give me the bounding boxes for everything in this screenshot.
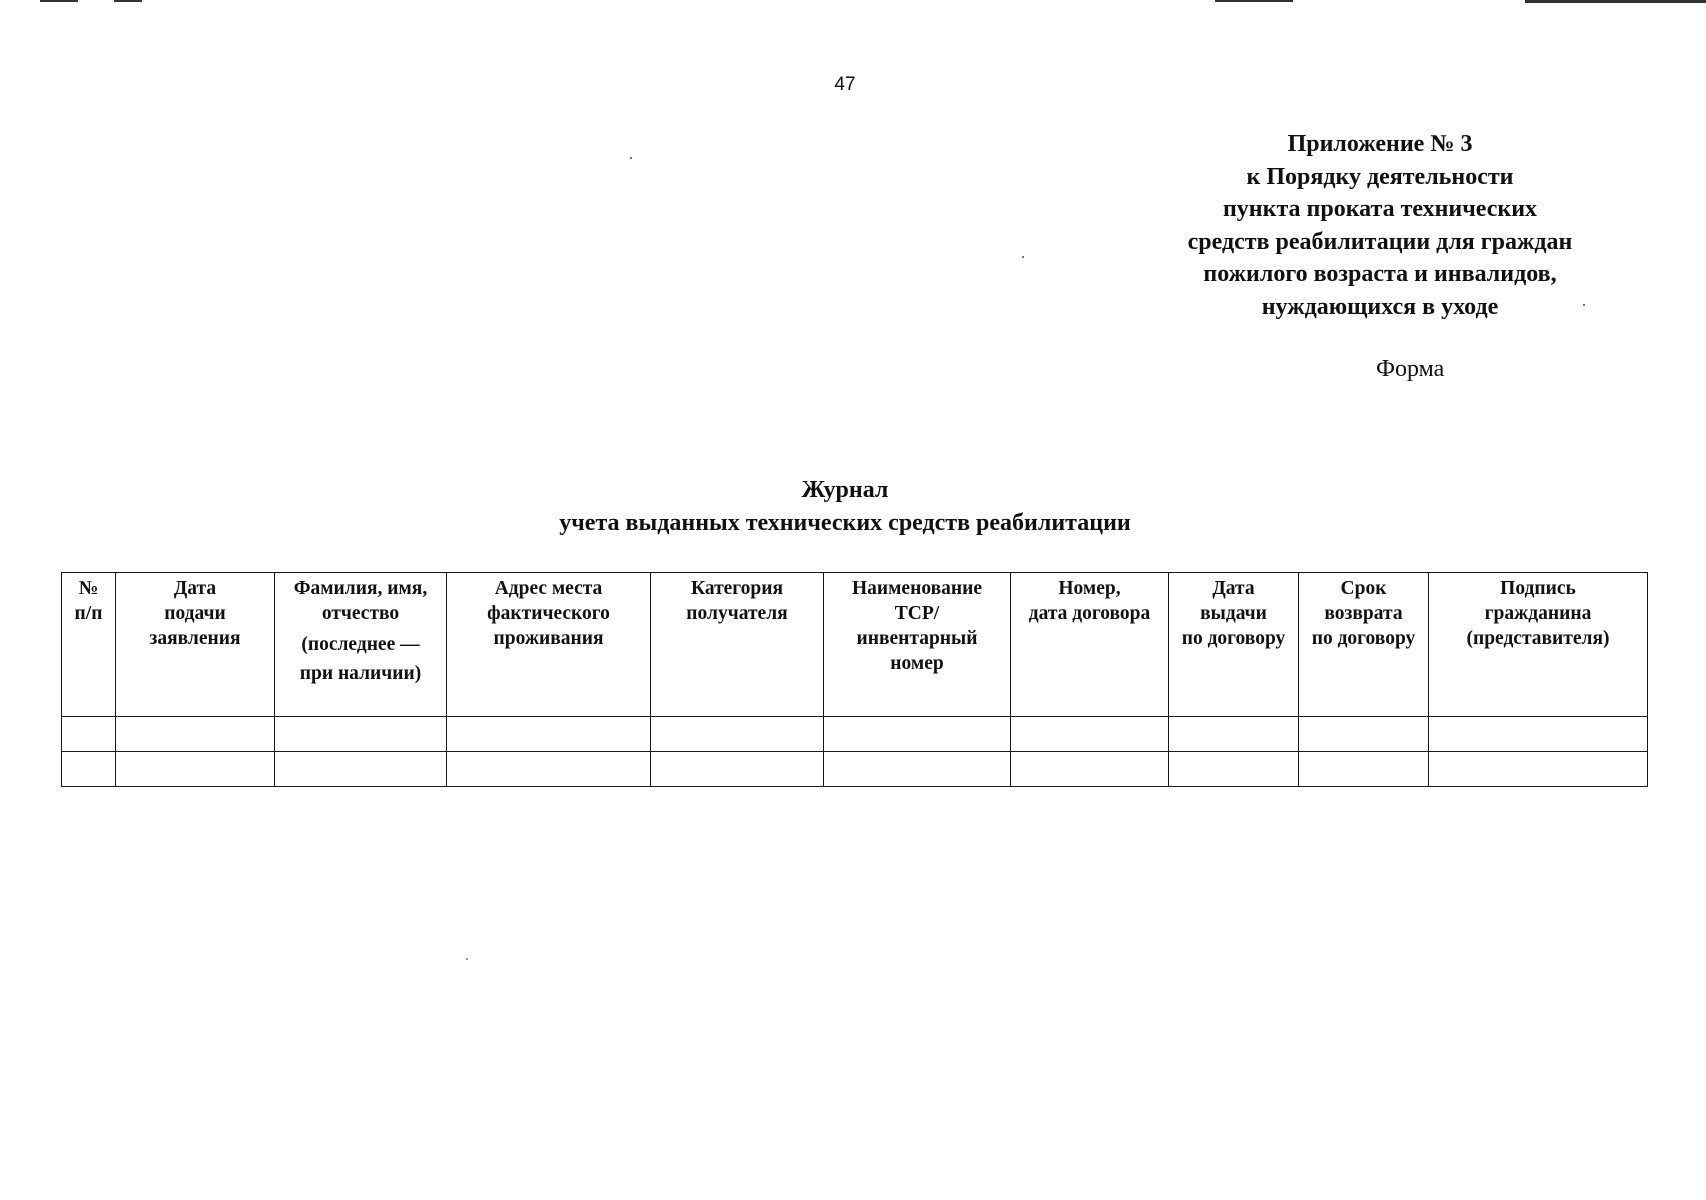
scan-speck <box>1022 256 1024 258</box>
table-cell <box>1011 752 1169 787</box>
page-number: 47 <box>834 74 856 95</box>
table-cell <box>275 752 447 787</box>
table-cell <box>824 752 1011 787</box>
scan-speck <box>466 958 468 960</box>
scan-mark <box>114 0 142 2</box>
table-cell <box>62 717 116 752</box>
column-header-contract-number: Номер, дата договора <box>1011 573 1169 717</box>
table-cell <box>62 752 116 787</box>
journal-title <box>0 474 1690 540</box>
table-cell <box>1169 752 1299 787</box>
table-cell <box>1429 752 1648 787</box>
appendix-line: к Порядку деятельности <box>1246 163 1514 190</box>
table-cell <box>651 717 824 752</box>
table-cell <box>1429 717 1648 752</box>
table-header-row <box>62 573 1648 717</box>
form-label: Форма <box>1376 356 1445 382</box>
appendix-heading <box>1150 128 1610 323</box>
table-cell <box>824 717 1011 752</box>
table-cell <box>1169 717 1299 752</box>
table-cell <box>275 717 447 752</box>
journal-title-line: Журнал <box>801 477 889 503</box>
appendix-line: нуждающихся в уходе <box>1261 293 1499 320</box>
scan-speck <box>1583 304 1585 306</box>
scan-speck <box>630 157 632 159</box>
table-cell <box>1299 717 1429 752</box>
table-cell <box>116 717 275 752</box>
journal-table <box>61 572 1648 787</box>
column-header-recipient-category: Категория получателя <box>651 573 824 717</box>
scan-mark <box>40 0 78 2</box>
column-header-signature: Подпись гражданина (представителя) <box>1429 573 1648 717</box>
table-cell <box>447 752 651 787</box>
column-header-full-name: Фамилия, имя, отчество (последнее — при наличии) <box>275 573 447 717</box>
appendix-line: пункта проката технических <box>1222 196 1538 222</box>
table-cell <box>116 752 275 787</box>
column-header-issue-date: Дата выдачи по договору <box>1169 573 1299 717</box>
column-header-tsr-name: Наименование ТСР/ инвентарный номер <box>824 573 1011 717</box>
appendix-line: средств реабилитации для граждан <box>1187 228 1573 255</box>
table-row <box>62 752 1648 787</box>
table-cell <box>447 717 651 752</box>
column-header-return-term: Срок возврата по договору <box>1299 573 1429 717</box>
table-cell <box>1011 717 1169 752</box>
journal-subtitle-line: учета выданных технических средств реабилитации <box>559 510 1131 536</box>
column-header-application-date: Дата подачи заявления <box>116 573 275 717</box>
table-row <box>62 717 1648 752</box>
column-header-address: Адрес места фактического проживания <box>447 573 651 717</box>
appendix-line: Приложение № 3 <box>1287 131 1473 157</box>
table-cell <box>651 752 824 787</box>
table-cell <box>1299 752 1429 787</box>
scan-mark <box>1215 0 1293 2</box>
column-header-number: № п/п <box>62 573 116 717</box>
appendix-line: пожилого возраста и инвалидов, <box>1203 261 1557 287</box>
scan-mark <box>1525 0 1706 3</box>
